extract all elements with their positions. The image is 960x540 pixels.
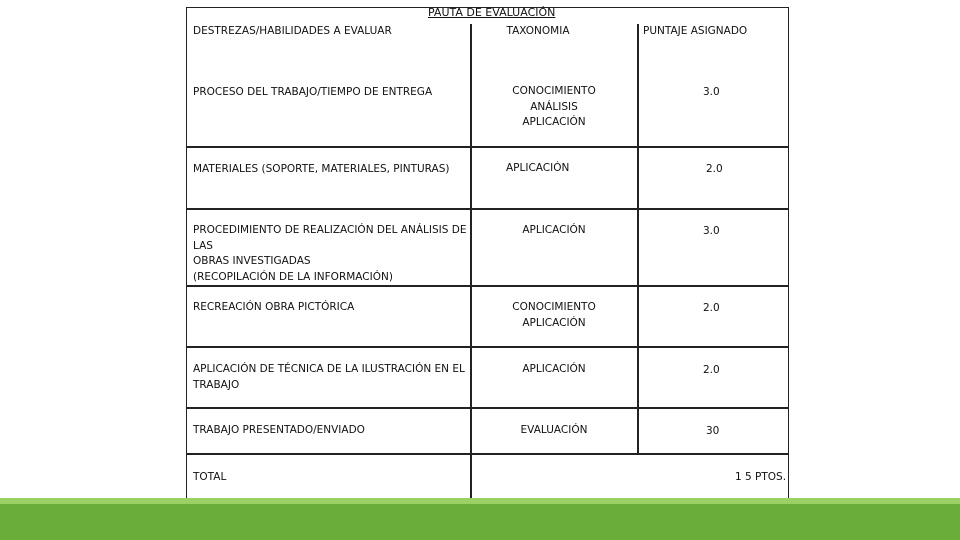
row-skill: TRABAJO PRESENTADO/ENVIADO xyxy=(193,424,365,436)
column-divider xyxy=(637,24,639,454)
row-taxonomy: EVALUACIÓN xyxy=(520,424,588,436)
row-score: 3.0 xyxy=(703,86,720,98)
row-taxonomy: APLICACIÓN xyxy=(506,162,570,174)
row-skill: RECREACIÓN OBRA PICTÓRICA xyxy=(193,301,355,313)
row-skill: PROCEDIMIENTO DE REALIZACIÓN DEL ANÁLISIS DE LAS OBRAS INVESTIGADAS (RECOPILACIÓN DE LA INFORMACIÓN) xyxy=(193,224,467,283)
header-skills: DESTREZAS/HABILIDADES A EVALUAR xyxy=(193,25,392,37)
row-taxonomy: CONOCIMIENTO APLICACIÓN xyxy=(512,301,596,329)
row-skill: MATERIALES (SOPORTE, MATERIALES, PINTURAS) xyxy=(193,163,450,175)
total-value: 1 5 PTOS. xyxy=(735,471,787,483)
row-score: 2.0 xyxy=(703,302,720,314)
row-divider xyxy=(186,453,789,455)
row-score: 2.0 xyxy=(703,364,720,376)
total-label: TOTAL xyxy=(193,471,227,483)
header-score: PUNTAJE ASIGNADO xyxy=(643,25,748,37)
row-skill: PROCESO DEL TRABAJO/TIEMPO DE ENTREGA xyxy=(193,86,433,98)
row-score: 30 xyxy=(706,425,720,437)
footer-band-dark xyxy=(0,504,960,540)
row-divider xyxy=(186,346,789,348)
row-divider xyxy=(186,285,789,287)
row-taxonomy: APLICACIÓN xyxy=(522,363,586,375)
header-taxonomy: TAXONOMIA xyxy=(506,25,570,37)
row-taxonomy: CONOCIMIENTO ANÁLISIS APLICACIÓN xyxy=(512,85,596,128)
row-divider xyxy=(186,407,789,409)
row-taxonomy: APLICACIÓN xyxy=(522,224,586,236)
page-title: PAUTA DE EVALUACIÓN xyxy=(428,6,556,19)
row-divider xyxy=(186,208,789,210)
row-score: 3.0 xyxy=(703,225,720,237)
row-skill: APLICACIÓN DE TÉCNICA DE LA ILUSTRACIÓN EN EL TRABAJO xyxy=(193,363,465,391)
row-score: 2.0 xyxy=(706,163,723,175)
row-divider xyxy=(186,146,789,148)
